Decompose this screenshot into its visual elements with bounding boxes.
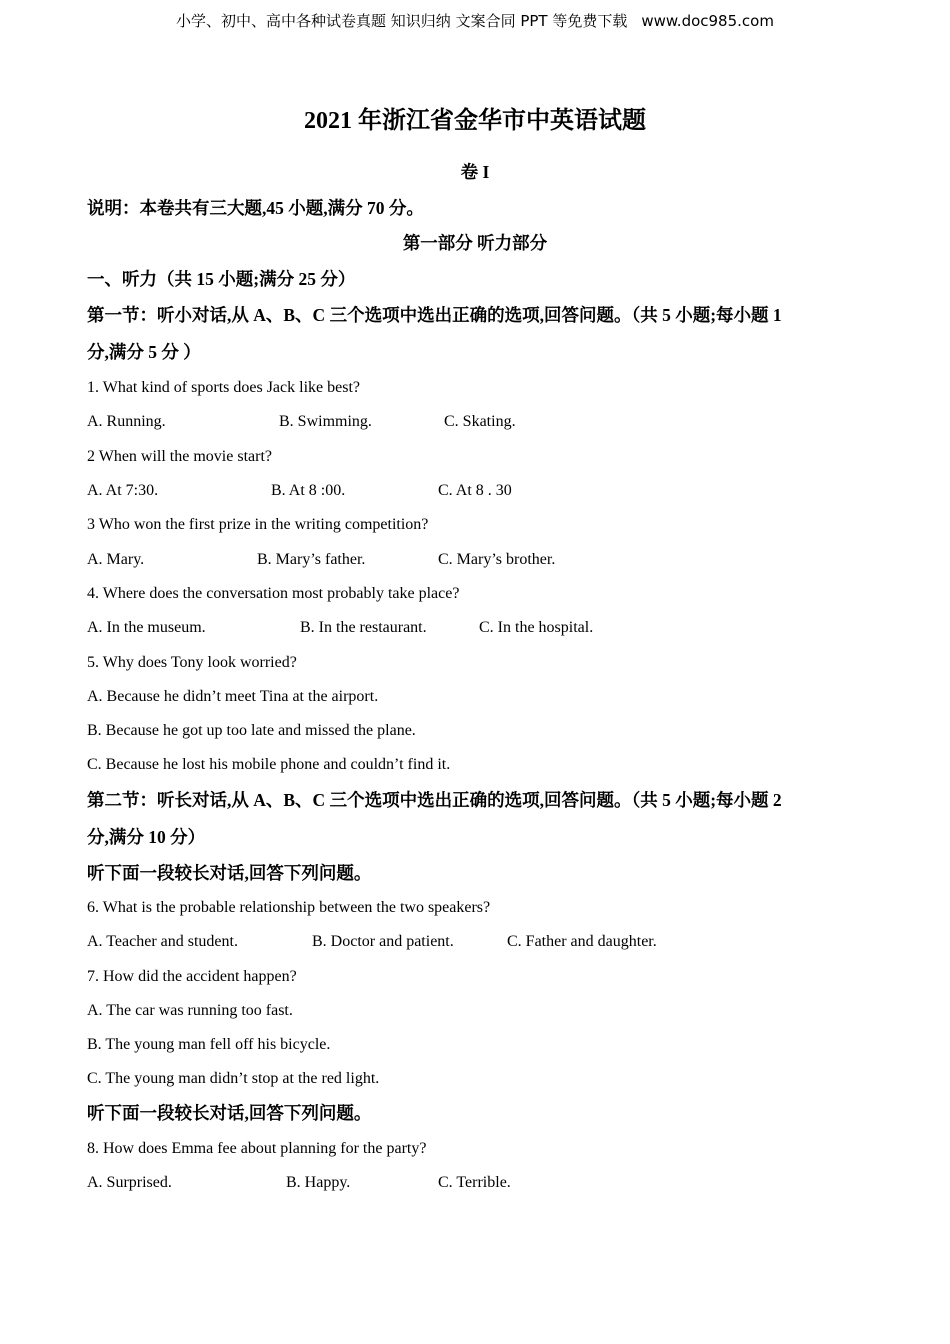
- header-banner: [0, 10, 950, 32]
- option-4a: A. In the museum.: [87, 619, 206, 636]
- option-2a: A. At 7:30.: [87, 482, 159, 499]
- option-1b: B. Swimming.: [279, 413, 372, 430]
- volume-label: 卷 I: [460, 162, 490, 182]
- section-a-heading-line1: 第一节：听小对话,从 A、B、C 三个选项中选出正确的选项,回答问题。（共 5 小题;每小题 1: [87, 305, 782, 325]
- section-b-heading-line1: 第二节：听长对话,从 A、B、C 三个选项中选出正确的选项,回答问题。（共 5 小题;每小题 2: [87, 790, 782, 810]
- option-5a: A. Because he didn’t meet Tina at the airport.: [87, 688, 379, 705]
- option-6c: C. Father and daughter.: [507, 933, 657, 950]
- option-4c: C. In the hospital.: [479, 619, 594, 636]
- question-4: 4. Where does the conversation most probably take place?: [87, 585, 460, 602]
- option-6a: A. Teacher and student.: [87, 933, 238, 950]
- option-7c: C. The young man didn’t stop at the red light.: [87, 1070, 380, 1087]
- question-2: 2 When will the movie start?: [87, 448, 272, 465]
- option-4b: B. In the restaurant.: [300, 619, 427, 636]
- option-5b: B. Because he got up too late and missed the plane.: [87, 722, 416, 739]
- part1-title: 第一部分 听力部分: [402, 233, 548, 253]
- dialog-intro-1: 听下面一段较长对话,回答下列问题。: [87, 863, 372, 883]
- option-3b: B. Mary’s father.: [257, 551, 366, 568]
- option-3a: A. Mary.: [87, 551, 145, 568]
- banner-text: 小学、初中、高中各种试卷真题 知识归纳 文案合同 PPT 等免费下载: [176, 12, 628, 30]
- option-3c: C. Mary’s brother.: [438, 551, 556, 568]
- question-5: 5. Why does Tony look worried?: [87, 654, 297, 671]
- option-1a: A. Running.: [87, 413, 166, 430]
- instructions: 说明：本卷共有三大题,45 小题,满分 70 分。: [87, 198, 424, 218]
- option-7b: B. The young man fell off his bicycle.: [87, 1036, 331, 1053]
- question-8: 8. How does Emma fee about planning for the party?: [87, 1140, 427, 1157]
- option-2b: B. At 8 :00.: [271, 482, 346, 499]
- page-title: 2021 年浙江省金华市中英语试题: [304, 108, 646, 134]
- option-1c: C. Skating.: [444, 413, 516, 430]
- option-7a: A. The car was running too fast.: [87, 1002, 293, 1019]
- option-2c: C. At 8 . 30: [438, 482, 512, 499]
- question-3: 3 Who won the first prize in the writing competition?: [87, 516, 429, 533]
- dialog-intro-2: 听下面一段较长对话,回答下列问题。: [87, 1103, 372, 1123]
- question-7: 7. How did the accident happen?: [87, 968, 297, 985]
- option-6b: B. Doctor and patient.: [312, 933, 454, 950]
- option-5c: C. Because he lost his mobile phone and couldn’t find it.: [87, 756, 451, 773]
- banner-url[interactable]: www.doc985.com: [641, 12, 774, 30]
- option-8c: C. Terrible.: [438, 1174, 511, 1191]
- section1-heading: 一、听力（共 15 小题;满分 25 分）: [87, 269, 356, 289]
- question-6: 6. What is the probable relationship between the two speakers?: [87, 899, 491, 916]
- section-b-heading-line2: 分,满分 10 分）: [87, 827, 206, 847]
- question-1: 1. What kind of sports does Jack like best?: [87, 379, 360, 396]
- section-a-heading-line2: 分,满分 5 分 ）: [87, 342, 201, 362]
- option-8b: B. Happy.: [286, 1174, 351, 1191]
- option-8a: A. Surprised.: [87, 1174, 172, 1191]
